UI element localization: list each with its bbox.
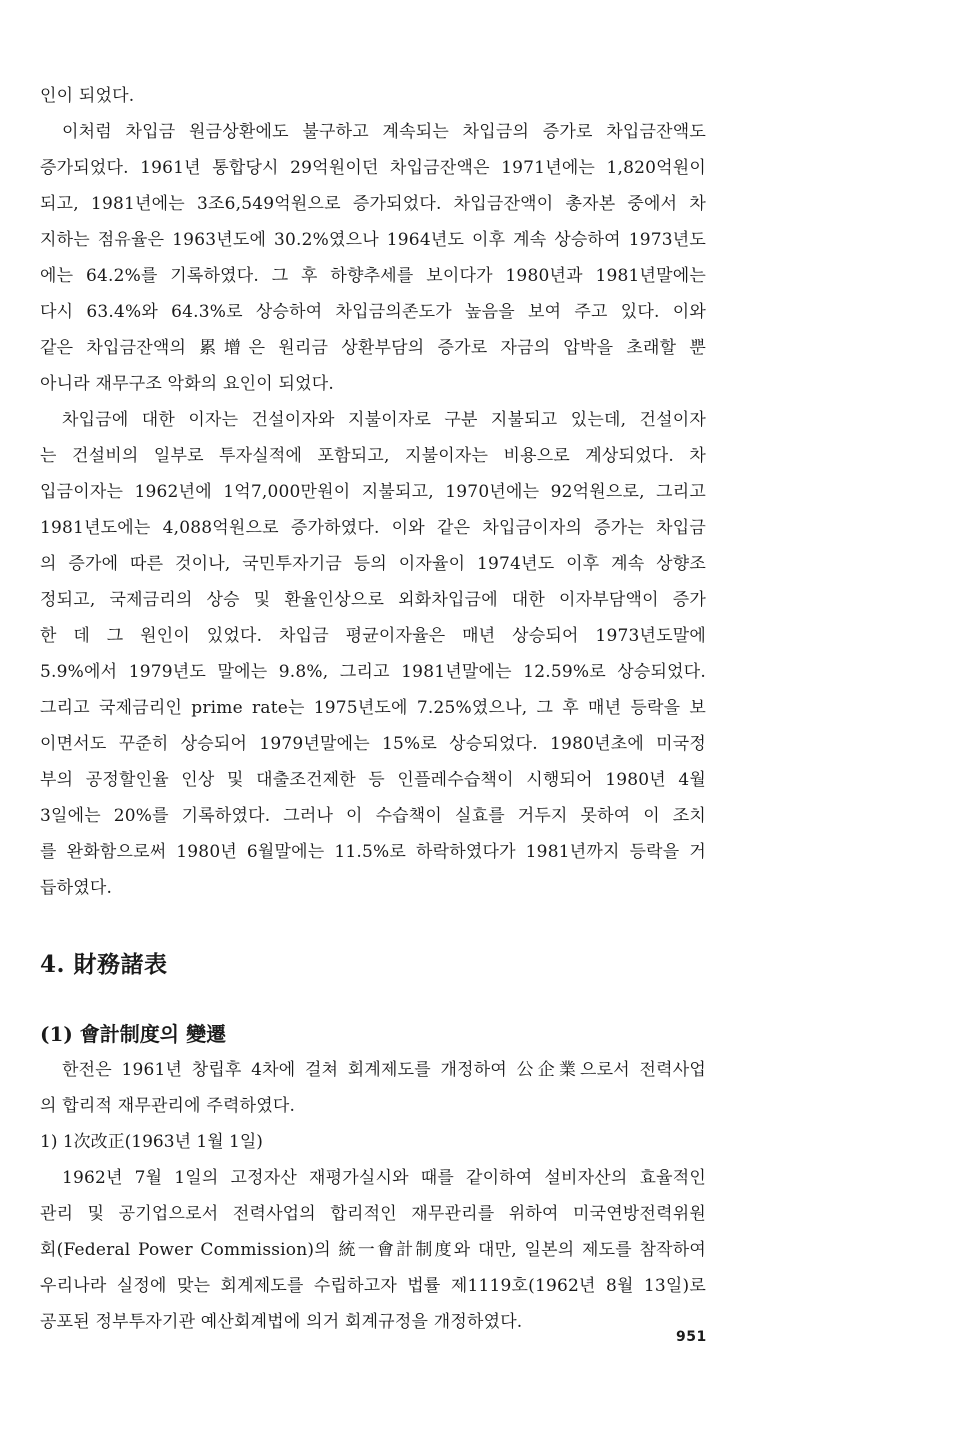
text-line: 이처럼 차입금 원금상환에도 불구하고 계속되는 차입금의 증가로 차입금잔액도 [62,122,706,142]
text-line: 회(Federal Power Commission)의 統一會計制度와 대만, 일본의 제도를 참작하여 [40,1240,706,1260]
page-number: 951 [676,1329,707,1345]
text-line: 증가되었다. 1961년 통합당시 29억원이던 차입금잔액은 1971년에는 1,820억원이 [40,158,706,178]
text-line: 입금이자는 1962년에 1억7,000만원이 지불되고, 1970년에는 92억원으로, 그리고 [40,482,706,502]
text-line: 의 증가에 따른 것이나, 국민투자기금 등의 이자율이 1974년도 이후 계속 상향조 [40,554,706,574]
text-line: 1962년 7월 1일의 고정자산 재평가실시와 때를 같이하여 설비자산의 효율적인 [62,1168,706,1188]
text-line: 다시 63.4%와 64.3%로 상승하여 차입금의존도가 높음을 보여 주고 있다. 이와 [40,302,706,322]
text-line: 같은 차입금잔액의 累增은 원리금 상환부담의 증가로 자금의 압박을 초래할 뿐 [40,338,706,358]
section-heading: 4. 財務諸表 [40,951,168,978]
text-line: 부의 공정할인율 인상 및 대출조건제한 등 인플레수습책이 시행되어 1980년 4월 [40,770,706,790]
text-line: 의 합리적 재무관리에 주력하였다. [40,1096,296,1116]
subsection-heading: (1) 會計制度의 變遷 [40,1022,227,1046]
text-line: 우리나라 실정에 맞는 회계제도를 수립하고자 법률 제1119호(1962년 8월 13일)로 [40,1276,706,1296]
text-line: 정되고, 국제금리의 상승 및 환율인상으로 외화차입금에 대한 이자부담액이 증가 [40,590,706,610]
text-line: 이면서도 꾸준히 상승되어 1979년말에는 15%로 상승되었다. 1980년초에 미국정 [40,734,706,754]
text-line: 지하는 점유율은 1963년도에 30.2%였으나 1964년도 이후 계속 상승하여 1973년도 [40,230,706,250]
text-line: 에는 64.2%를 기록하였다. 그 후 하향추세를 보이다가 1980년과 1981년말에는 [40,266,706,286]
text-line: 되고, 1981년에는 3조6,549억원으로 증가되었다. 차입금잔액이 총자본 중에서 차 [40,194,706,214]
text-line: 그리고 국제금리인 prime rate는 1975년도에 7.25%였으나, 그 후 매년 등락을 보 [40,698,706,718]
text-line: 1981년도에는 4,088억원으로 증가하였다. 이와 같은 차입금이자의 증가는 차입금 [40,518,706,538]
text-line: 한 데 그 원인이 있었다. 차입금 평균이자율은 매년 상승되어 1973년도말에 [40,626,706,646]
text-line: 아니라 재무구조 악화의 요인이 되었다. [40,374,334,394]
text-line: 5.9%에서 1979년도 말에는 9.8%, 그리고 1981년말에는 12.59%로 상승되었다. [40,662,706,682]
text-line: 관리 및 공기업으로서 전력사업의 합리적인 재무관리를 위하여 미국연방전력위원 [40,1204,706,1224]
text-line: 3일에는 20%를 기록하였다. 그러나 이 수습책이 실효를 거두지 못하여 이 조치 [40,806,706,826]
text-line: 인이 되었다. [40,86,135,106]
text-line: 한전은 1961년 창립후 4차에 걸쳐 회계제도를 개정하여 公企業으로서 전력사업 [62,1060,706,1080]
text-line: 듭하였다. [40,878,113,898]
item-heading: 1) 1次改正(1963년 1월 1일) [40,1132,263,1152]
text-line: 를 완화함으로써 1980년 6월말에는 11.5%로 하락하였다가 1981년까지 등락을 거 [40,842,706,862]
text-line: 차입금에 대한 이자는 건설이자와 지불이자로 구분 지불되고 있는데, 건설이자 [62,410,706,430]
text-line: 는 건설비의 일부로 투자실적에 포함되고, 지불이자는 비용으로 계상되었다. 차 [40,446,706,466]
text-line: 공포된 정부투자기관 예산회계법에 의거 회계규정을 개정하였다. [40,1312,523,1332]
